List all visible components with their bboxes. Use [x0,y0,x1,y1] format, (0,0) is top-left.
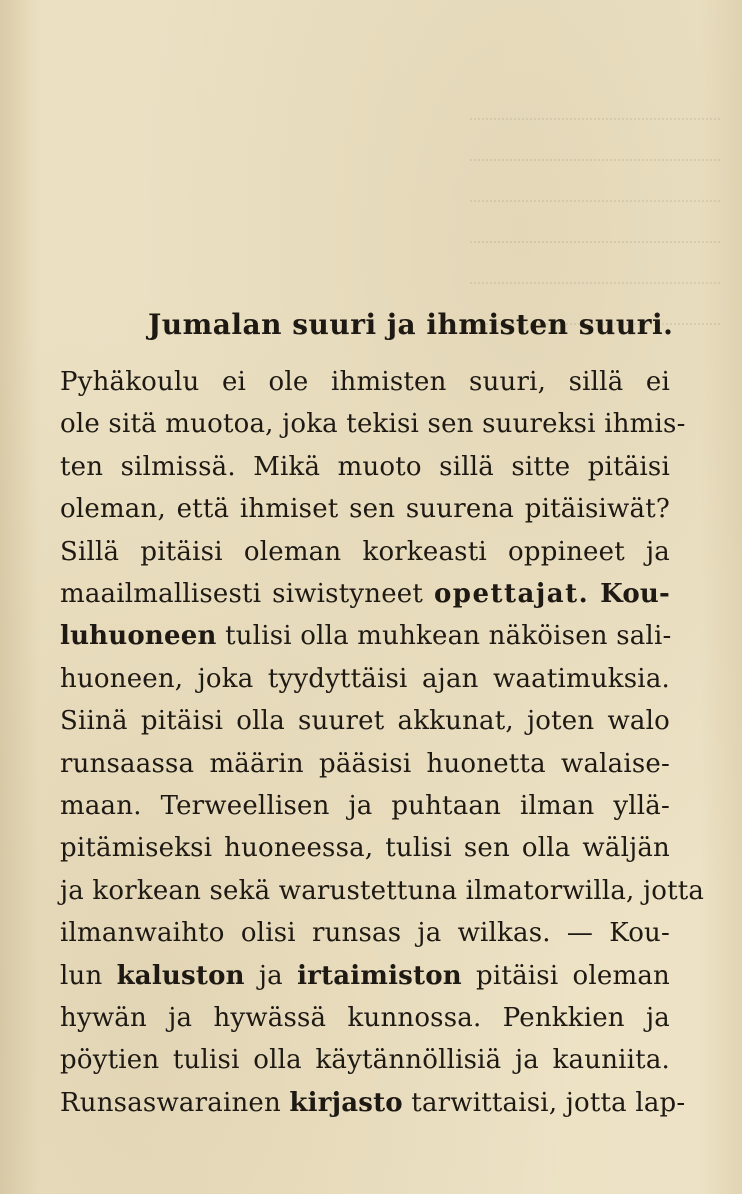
text-run: huoneen, joka tyydyttäisi ajan waatimuksia. [60,663,670,694]
text-line [60,997,670,1039]
text-line [60,488,670,530]
text-run [589,579,600,609]
text-line [60,403,686,445]
text-run: maan. Terweellisen ja puhtaan ilman yllä- [60,791,670,821]
emphasis-run: opettajat. [433,579,590,609]
text-run: Runsaswarainen [60,1087,290,1118]
text-line [60,827,670,869]
text-line [60,1039,670,1081]
text-line [60,615,670,657]
text-line [60,700,670,742]
text-run: tulisi olla muhkean näköisen sali- [216,621,672,652]
text-line [60,573,670,615]
text-line [60,785,670,827]
text-line [60,955,670,997]
text-run: ilmanwaihto olisi runsas ja wilkas. — Kou- [60,918,670,949]
text-run: Pyhäkoulu ei ole ihmisten suuri, sillä ei [60,367,670,397]
text-line [60,1082,686,1124]
text-run: pitäisi oleman [461,960,670,991]
text-run: maailmallisesti siwistyneet [60,579,434,609]
text-run: ja [244,960,298,991]
text-line [60,870,705,912]
text-run: lun [60,960,117,991]
text-line [60,531,670,573]
emphasis-run: Kou- [600,579,671,609]
text-run: ole sitä muotoa, joka tekisi sen suureksi ihmis- [60,409,686,440]
text-run: runsaassa määrin pääsisi huonetta walaise- [60,748,670,779]
text-run: pitämiseksi huoneessa, tulisi sen olla wäljän [60,833,670,864]
text-line [60,658,670,700]
emphasis-run: irtaimiston [297,960,462,991]
text-run: oleman, että ihmiset sen suurena pitäisiwät? [60,494,670,525]
text-run: ten silmissä. Mikä muoto sillä sitte pitäisi [60,451,670,482]
text-line [60,361,670,403]
emphasis-run: kirjasto [289,1087,403,1118]
text-run: Siinä pitäisi olla suuret akkunat, joten walo [60,706,670,737]
section-heading: Jumalan suuri ja ihmisten suuri. [148,308,674,341]
text-line [60,446,670,488]
text-run: hywän ja hywässä kunnossa. Penkkien ja [60,1003,670,1033]
text-run: pöytien tulisi olla käytännöllisiä ja kauniita. [60,1045,670,1076]
text-run: tarwittaisi, jotta lap- [402,1087,686,1118]
text-run: ja korkean sekä warustettuna ilmatorwilla, jotta [60,875,705,906]
emphasis-run: luhuoneen [60,621,217,652]
text-run: Sillä pitäisi oleman korkeasti oppineet ja [60,536,670,567]
text-line [60,912,670,954]
text-line [60,743,670,785]
emphasis-run: kaluston [116,960,245,991]
